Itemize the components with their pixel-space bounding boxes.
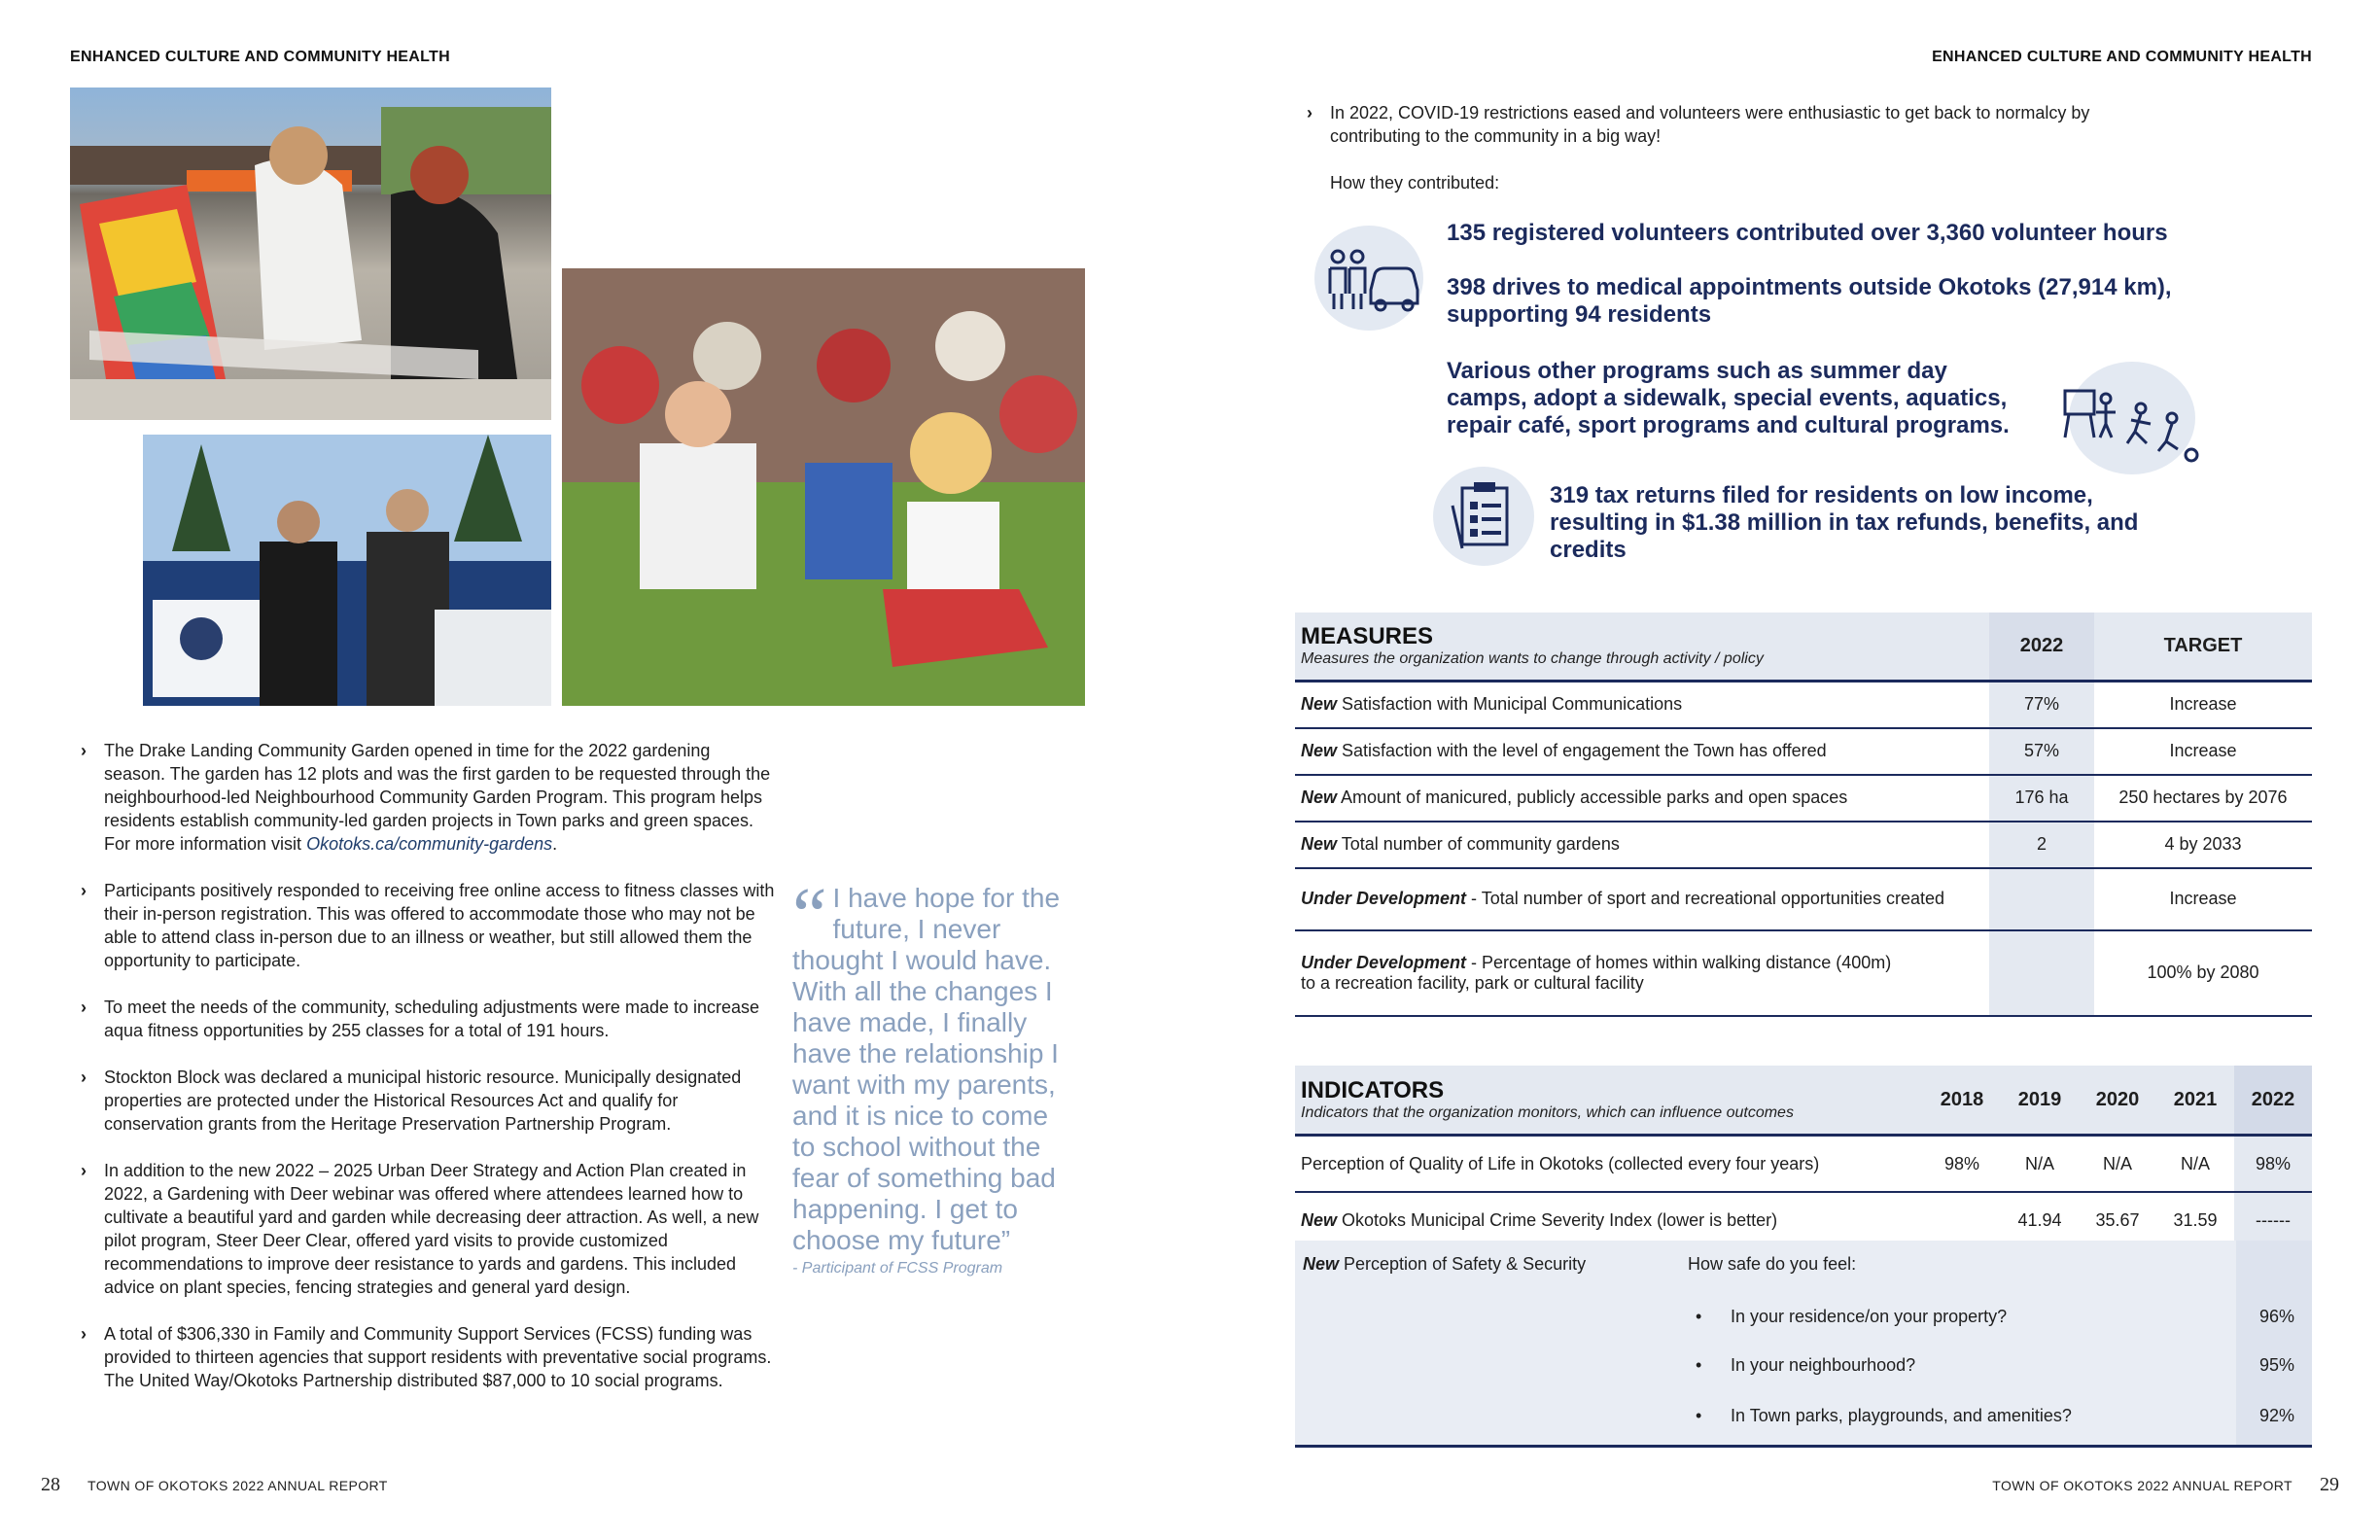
bullet-text: Stockton Block was declared a municipal historic resource. Municipally designated properties are protected under the Historical Resources Act and qualify for conservation grants from the Heritage Preservation Partnership Program.: [104, 1068, 742, 1134]
row-target-value: Increase: [2094, 681, 2312, 728]
cell-value: 98%: [2234, 1136, 2312, 1193]
bullet-text: The Drake Landing Community Garden opened in time for the 2022 gardening season. The garden has 12 plots and was the first garden to be requested through the neighbourhood-led Neighbourhood Community Garden Program. This program helps residents establish community-led garden projects in Town parks and green spaces. For more information visit: [104, 741, 771, 854]
indicators-table: [1295, 1066, 2312, 1249]
indicators-subtitle: Indicators that the organization monitors, which can influence outcomes: [1301, 1104, 1794, 1121]
left-footer: TOWN OF OKOTOKS 2022 ANNUAL REPORT: [88, 1478, 388, 1493]
chevron-icon: ›: [81, 881, 87, 900]
bullet-community-garden: [81, 739, 775, 856]
table-row: [1295, 868, 2312, 930]
safety-item-label: In your residence/on your property?: [1731, 1307, 2008, 1326]
cell-value: N/A: [2079, 1136, 2156, 1193]
row-label: Total number of community gardens: [1337, 834, 1620, 854]
bullet-text: To meet the needs of the community, scheduling adjustments were made to increase aqua fitness opportunities by 255 classes for a total of 191 hours.: [104, 998, 760, 1040]
row-label: - Percentage of homes within walking distance (400m): [1466, 952, 1892, 972]
cell-value: 35.67: [2079, 1192, 2156, 1248]
row-2022-value: 2: [1989, 822, 2094, 868]
page-number-right: 29: [2320, 1474, 2339, 1495]
year-header: 2019: [2001, 1066, 2079, 1136]
stat-volunteer-hours: 135 registered volunteers contributed over 3,360 volunteer hours: [1447, 220, 2168, 246]
community-gardens-link[interactable]: Okotoks.ca/community-gardens: [306, 834, 553, 854]
left-header: ENHANCED CULTURE AND COMMUNITY HEALTH: [70, 49, 450, 65]
safety-item-value: 96%: [2258, 1307, 2294, 1326]
page-number-left: 28: [41, 1474, 60, 1495]
safety-item-value: 92%: [2258, 1406, 2294, 1425]
row-2022-value: [1989, 930, 2094, 1016]
measures-col-target: TARGET: [2163, 634, 2243, 656]
stat-medical-drives: 398 drives to medical appointments outside Okotoks (27,914 km), supporting 94 residents: [1447, 274, 2172, 328]
table-row: [1295, 930, 2312, 1016]
bullet-online-fitness: [81, 879, 775, 972]
row-label-line2: to a recreation facility, park or cultural facility: [1301, 972, 1644, 993]
quote-mark-icon: “: [792, 873, 827, 959]
tax-clipboard-icon: [1433, 467, 1534, 566]
cell-value: ------: [2234, 1192, 2312, 1248]
row-prefix: Under Development: [1301, 889, 1467, 908]
table-row: [1295, 775, 2312, 822]
row-label: Perception of Safety & Security: [1339, 1254, 1587, 1274]
row-prefix: Under Development: [1301, 952, 1467, 972]
measures-title: MEASURES: [1301, 623, 1434, 650]
row-label: Perception of Quality of Life in Okotoks (collected every four years): [1301, 1153, 1820, 1173]
garden-photo: [70, 88, 551, 420]
bullet-text: In addition to the new 2022 – 2025 Urban Deer Strategy and Action Plan created in 2022, a Gardening with Deer webinar was offered where attendees learned how to cultivate a beautiful yard and garden while decreasing deer attraction. As well, a new pilot program, Steer Deer Clear, offered yard visits to provide customized recommendations to improve deer resistance to yards and gardens. This included advice on plant species, fencing strategies and general yard design.: [104, 1161, 759, 1297]
year-header: 2022: [2234, 1066, 2312, 1136]
row-target-value: Increase: [2094, 868, 2312, 930]
how-contributed-label: How they contributed:: [1330, 173, 1500, 192]
year-header: 2021: [2156, 1066, 2234, 1136]
fcss-quote: [792, 873, 1074, 1279]
chevron-icon: ›: [81, 741, 87, 760]
indicators-title: INDICATORS: [1301, 1077, 1445, 1103]
right-header: ENHANCED CULTURE AND COMMUNITY HEALTH: [1932, 49, 2312, 65]
row-target-value: 4 by 2033: [2094, 822, 2312, 868]
bullet-aqua-fitness: [81, 996, 775, 1042]
police-photo: [143, 435, 551, 706]
safety-question: How safe do you feel:: [1688, 1254, 1857, 1274]
bullet-dot-icon: •: [1696, 1406, 1702, 1425]
row-target-value: Increase: [2094, 728, 2312, 775]
row-prefix: New: [1301, 741, 1338, 760]
cell-value: N/A: [2156, 1136, 2234, 1193]
bullet-text-end: .: [552, 834, 558, 854]
row-2022-value: 57%: [1989, 728, 2094, 775]
bullet-covid-volunteers: [1307, 101, 2137, 148]
table-row: [1295, 822, 2312, 868]
bullet-text: In 2022, COVID-19 restrictions eased and volunteers were enthusiastic to get back to normalcy by contributing to the community in a big way!: [1330, 103, 2090, 146]
row-target-value: 250 hectares by 2076: [2094, 775, 2312, 822]
year-header: 2018: [1923, 1066, 2001, 1136]
row-2022-value: 77%: [1989, 681, 2094, 728]
bullet-fcss-funding: [81, 1322, 775, 1392]
volunteer-driver-icon: [1314, 226, 1423, 331]
bullet-stockton-block: [81, 1066, 775, 1136]
measures-header-row: [1295, 612, 2312, 681]
row-prefix: New: [1301, 694, 1338, 714]
row-label: Amount of manicured, publicly accessible parks and open spaces: [1337, 788, 1848, 807]
row-2022-value: 176 ha: [1989, 775, 2094, 822]
safety-item-value: 95%: [2258, 1355, 2294, 1375]
table-row: [1295, 681, 2312, 728]
chevron-icon: ›: [1307, 103, 1312, 122]
row-label: Satisfaction with Municipal Communications: [1337, 694, 1683, 714]
bullet-text: Participants positively responded to receiving free online access to fitness classes with their in-person registration. This was offered to accommodate those who may not be able to attend class in-person due to an illness or weather, but still allowed them the opportunity to participate.: [104, 881, 775, 970]
year-header: 2020: [2079, 1066, 2156, 1136]
cell-value: 98%: [1923, 1136, 2001, 1193]
safety-item-label: In your neighbourhood?: [1731, 1355, 1916, 1375]
right-footer: TOWN OF OKOTOKS 2022 ANNUAL REPORT: [1992, 1478, 2292, 1493]
row-prefix: New: [1301, 788, 1338, 807]
chevron-icon: ›: [81, 1324, 87, 1344]
safety-perception-block: [1295, 1241, 2312, 1448]
table-row: [1295, 728, 2312, 775]
safety-item-label: In Town parks, playgrounds, and amenities?: [1731, 1406, 2072, 1425]
quote-attribution: - Participant of FCSS Program: [792, 1260, 1003, 1277]
bullet-urban-deer: [81, 1159, 775, 1299]
chevron-icon: ›: [81, 998, 87, 1017]
programs-activities-icon: [2069, 362, 2195, 474]
stat-tax-returns: 319 tax returns filed for residents on low income, resulting in $1.38 million in tax refunds, benefits, and credits: [1550, 482, 2139, 563]
row-prefix: New: [1301, 1209, 1338, 1230]
bullet-dot-icon: •: [1696, 1355, 1702, 1375]
cell-value: 31.59: [2156, 1192, 2234, 1248]
row-prefix: New: [1303, 1254, 1340, 1274]
row-target-value: 100% by 2080: [2094, 930, 2312, 1016]
row-2022-value: [1989, 868, 2094, 930]
measures-table: [1295, 612, 2312, 1017]
cell-value: N/A: [2001, 1136, 2079, 1193]
chevron-icon: ›: [81, 1068, 87, 1087]
stat-other-programs: Various other programs such as summer day camps, adopt a sidewalk, special events, aquatics, repair café, sport programs and cultural programs.: [1447, 358, 2010, 438]
row-label: Satisfaction with the level of engagement the Town has offered: [1337, 741, 1827, 760]
bullet-dot-icon: •: [1696, 1307, 1702, 1326]
chevron-icon: ›: [81, 1161, 87, 1180]
row-label: Okotoks Municipal Crime Severity Index (lower is better): [1337, 1209, 1778, 1230]
indicators-header-row: [1295, 1066, 2312, 1136]
table-row: [1295, 1136, 2312, 1193]
cell-value: 41.94: [2001, 1192, 2079, 1248]
row-prefix: New: [1301, 834, 1338, 854]
row-label: - Total number of sport and recreational opportunities created: [1466, 889, 1944, 908]
measures-col-2022: 2022: [1989, 612, 2094, 681]
quote-text: I have hope for the future, I never thought I would have. With all the changes I have made, I finally have the relationship I want with my parents, and it is nice to come to school without the fear of something bad happening. I get to choose my future”: [792, 883, 1061, 1255]
measures-subtitle: Measures the organization wants to change through activity / policy: [1301, 650, 1764, 668]
canada-day-photo: [562, 268, 1085, 706]
bullet-text: A total of $306,330 in Family and Community Support Services (FCSS) funding was provided to thirteen agencies that support residents with preventative social programs. The United Way/Okotoks Partnership distributed $87,000 to 10 social programs.: [104, 1324, 772, 1390]
